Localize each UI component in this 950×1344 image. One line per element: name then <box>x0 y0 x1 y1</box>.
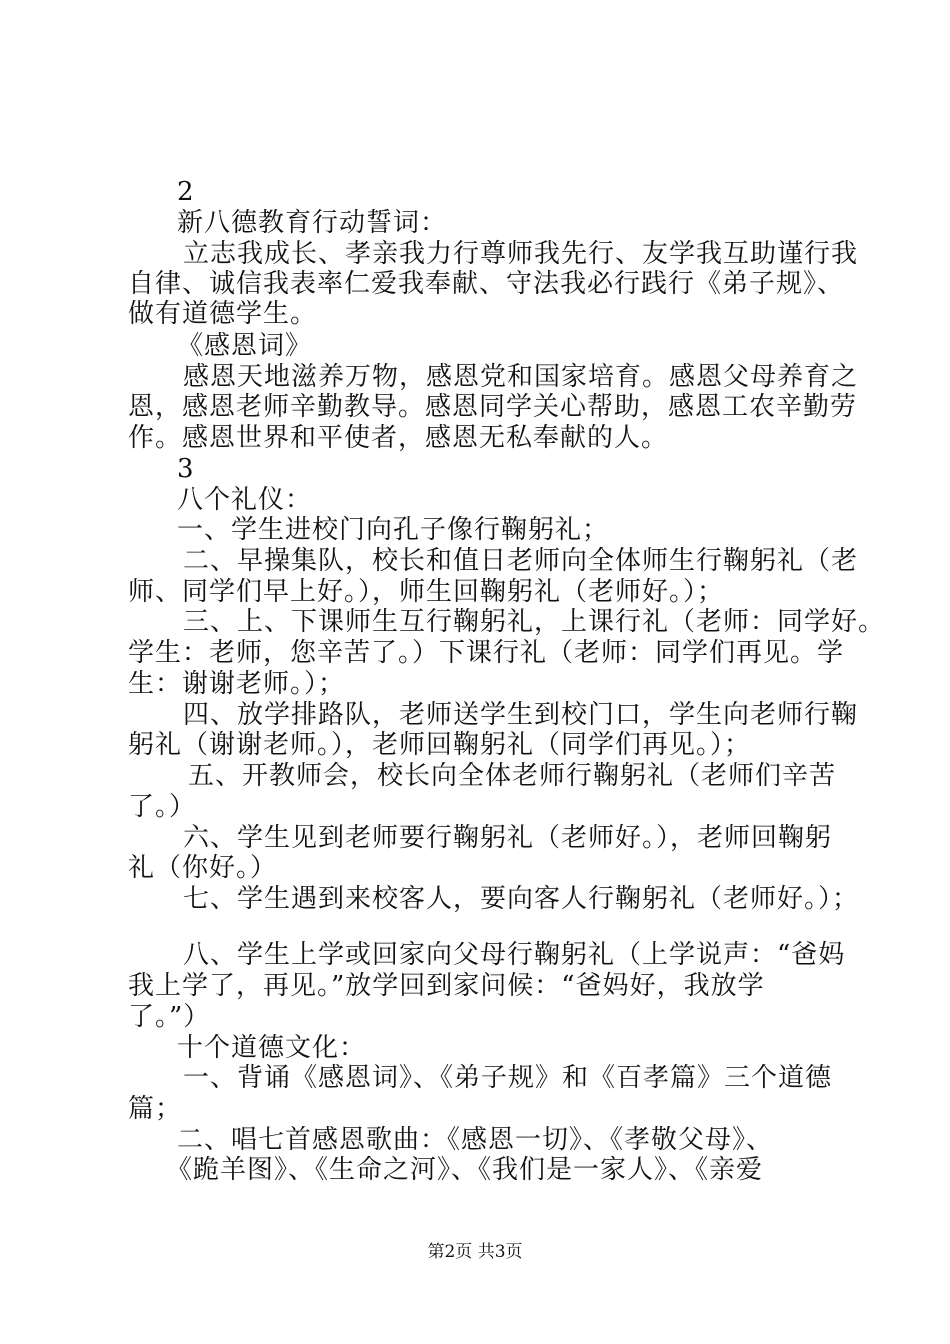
heading-etiquette: 八个礼仪： <box>177 485 313 515</box>
section-number: 2 <box>177 177 195 207</box>
list-item-continued: 师、同学们早上好。），师生回鞠躬礼（老师好。）； <box>128 577 725 607</box>
section-number: 3 <box>177 454 195 484</box>
paragraph-line: 恩，感恩老师辛勤教导。感恩同学关心帮助，感恩工农辛勤劳 <box>128 392 858 422</box>
paragraph-line: 感恩天地滋养万物，感恩党和国家培育。感恩父母养育之 <box>183 362 859 392</box>
list-item: 二、早操集队，校长和值日老师向全体师生行鞠躬礼（老 <box>183 546 859 576</box>
list-item: 五、开教师会，校长向全体老师行鞠躬礼（老师们辛苦 <box>188 761 837 791</box>
list-item: 三、上、下课师生互行鞠躬礼，上课行礼（老师：同学好。 <box>183 607 886 637</box>
page-footer: 第2页 共3页 <box>427 1242 523 1262</box>
list-item-continued: 我上学了，再见。”放学回到家问候：“爸妈好，我放学 <box>128 971 765 1001</box>
list-item-continued: 躬礼（谢谢老师。），老师回鞠躬礼（同学们再见。）； <box>128 730 752 760</box>
list-item-continued: 《跪羊图》、《生命之河》、《我们是一家人》、《亲爱 <box>166 1155 764 1185</box>
list-item-continued: 学生：老师，您辛苦了。）下课行礼（老师：同学们再见。学 <box>128 638 845 668</box>
heading-oath: 新八德教育行动誓词： <box>177 208 448 238</box>
list-item-continued: 篇； <box>128 1094 183 1124</box>
heading-moral-culture: 十个道德文化： <box>177 1033 367 1063</box>
list-item: 一、学生进校门向孔子像行鞠躬礼； <box>177 515 610 545</box>
paragraph-line: 立志我成长、孝亲我力行尊师我先行、友学我互助谨行我 <box>183 239 859 269</box>
list-item-continued: 生：谢谢老师。）； <box>128 669 346 699</box>
list-item: 八、学生上学或回家向父母行鞠躬礼（上学说声：“爸妈 <box>183 940 846 970</box>
paragraph-line: 做有道德学生。 <box>128 299 318 329</box>
list-item: 七、学生遇到来校客人，要向客人行鞠躬礼（老师好。）； <box>183 884 860 914</box>
list-item: 六、学生见到老师要行鞠躬礼（老师好。），老师回鞠躬 <box>183 823 833 853</box>
paragraph-line: 自律、诚信我表率仁爱我奉献、守法我必行践行《弟子规》、 <box>128 269 845 299</box>
list-item-continued: 礼（你好。） <box>128 853 278 883</box>
heading-gratitude: 《感恩词》 <box>177 331 313 361</box>
paragraph-line: 作。感恩世界和平使者，感恩无私奉献的人。 <box>128 423 669 453</box>
list-item-continued: 了。） <box>128 792 197 822</box>
list-item-continued: 了。”） <box>128 1002 211 1032</box>
list-item: 一、背诵《感恩词》、《弟子规》和《百孝篇》三个道德 <box>183 1063 833 1093</box>
list-item: 四、放学排路队，老师送学生到校门口，学生向老师行鞠 <box>183 700 859 730</box>
list-item: 二、唱七首感恩歌曲：《感恩一切》、《孝敬父母》、 <box>177 1125 774 1155</box>
